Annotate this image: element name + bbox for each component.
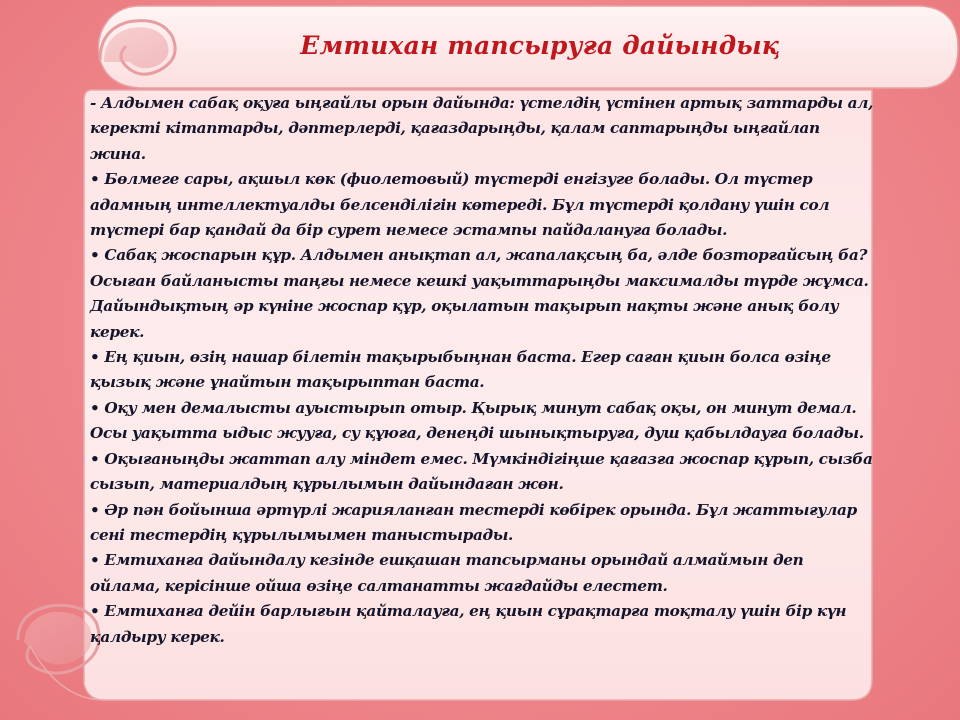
paragraph-review-day: • Емтиханға дейін барлығын қайталауға, ең қиын сұрақтарға тоқталу үшін бір күн қалдыру керек. bbox=[90, 602, 847, 646]
paragraph-study-plan: • Сабақ жоспарын құр. Алдымен анықтап ал, жапалақсың ба, әлде бозторғайсың ба? Осыған байланысты таңғы немесе кешкі уақыттарыңды максималды түрде жұмса. Дайындықтың әр күніне жоспар құр, оқылатын тақырып нақты және анық болу керек. bbox=[90, 246, 869, 341]
scroll-bottom-curl-fill bbox=[24, 612, 92, 665]
paragraph-colors: • Бөлмеге сары, ақшыл көк (фиолетовый) түстерді енгізуге болады. Ол түстер адамның интеллектуалды белсенділігін көтереді. Бұл түстерді қолдану үшін сол түстері бар қандай да бір сурет немесе эстампы пайдалануға болады. bbox=[90, 170, 830, 240]
paragraph-hardest-first: • Ең қиын, өзің нашар білетін тақырыбыңнан баста. Егер саған қиын болса өзіңе қызық және ұнайтын тақырыптан баста. bbox=[90, 348, 831, 392]
paragraph-study-rest: • Оқу мен демалысты ауыстырып отыр. Қырық минут сабақ оқы, он минут демал. Осы уақытта ыдыс жууға, су құюға, денеңді шынықтыруға, душ қабылдауға болады. bbox=[90, 398, 864, 443]
slide-title: Емтихан тапсыруға дайындық bbox=[300, 31, 780, 60]
paragraph-memorize: • Оқығаныңды жаттап алу міндет емес. Мүмкіндігіңше қағазға жоспар құрып, сызба сызып, материалдың құрылымын дайындаған жөн. bbox=[90, 449, 873, 494]
paragraph-workspace: - Алдымен сабақ оқуға ыңғайлы орын дайында: үстелдің үстінен артық заттарды ал, керекті кітаптарды, дәптерлерді, қағаздарыңды, қалам саптарыңды ыңғайлап жина. bbox=[90, 94, 874, 163]
paragraph-mindset: • Емтиханға дайындалу кезінде ешқашан тапсырманы орындай алмаймын деп ойлама, керісінше ойша өзіңе салтанатты жағдайды елестет. bbox=[90, 551, 804, 595]
paragraph-tests: • Әр пән бойынша әртүрлі жарияланған тестерді көбірек орында. Бұл жаттығулар сені тестердің құрылымымен таныстырады. bbox=[90, 500, 857, 544]
slide-body bbox=[90, 91, 876, 691]
